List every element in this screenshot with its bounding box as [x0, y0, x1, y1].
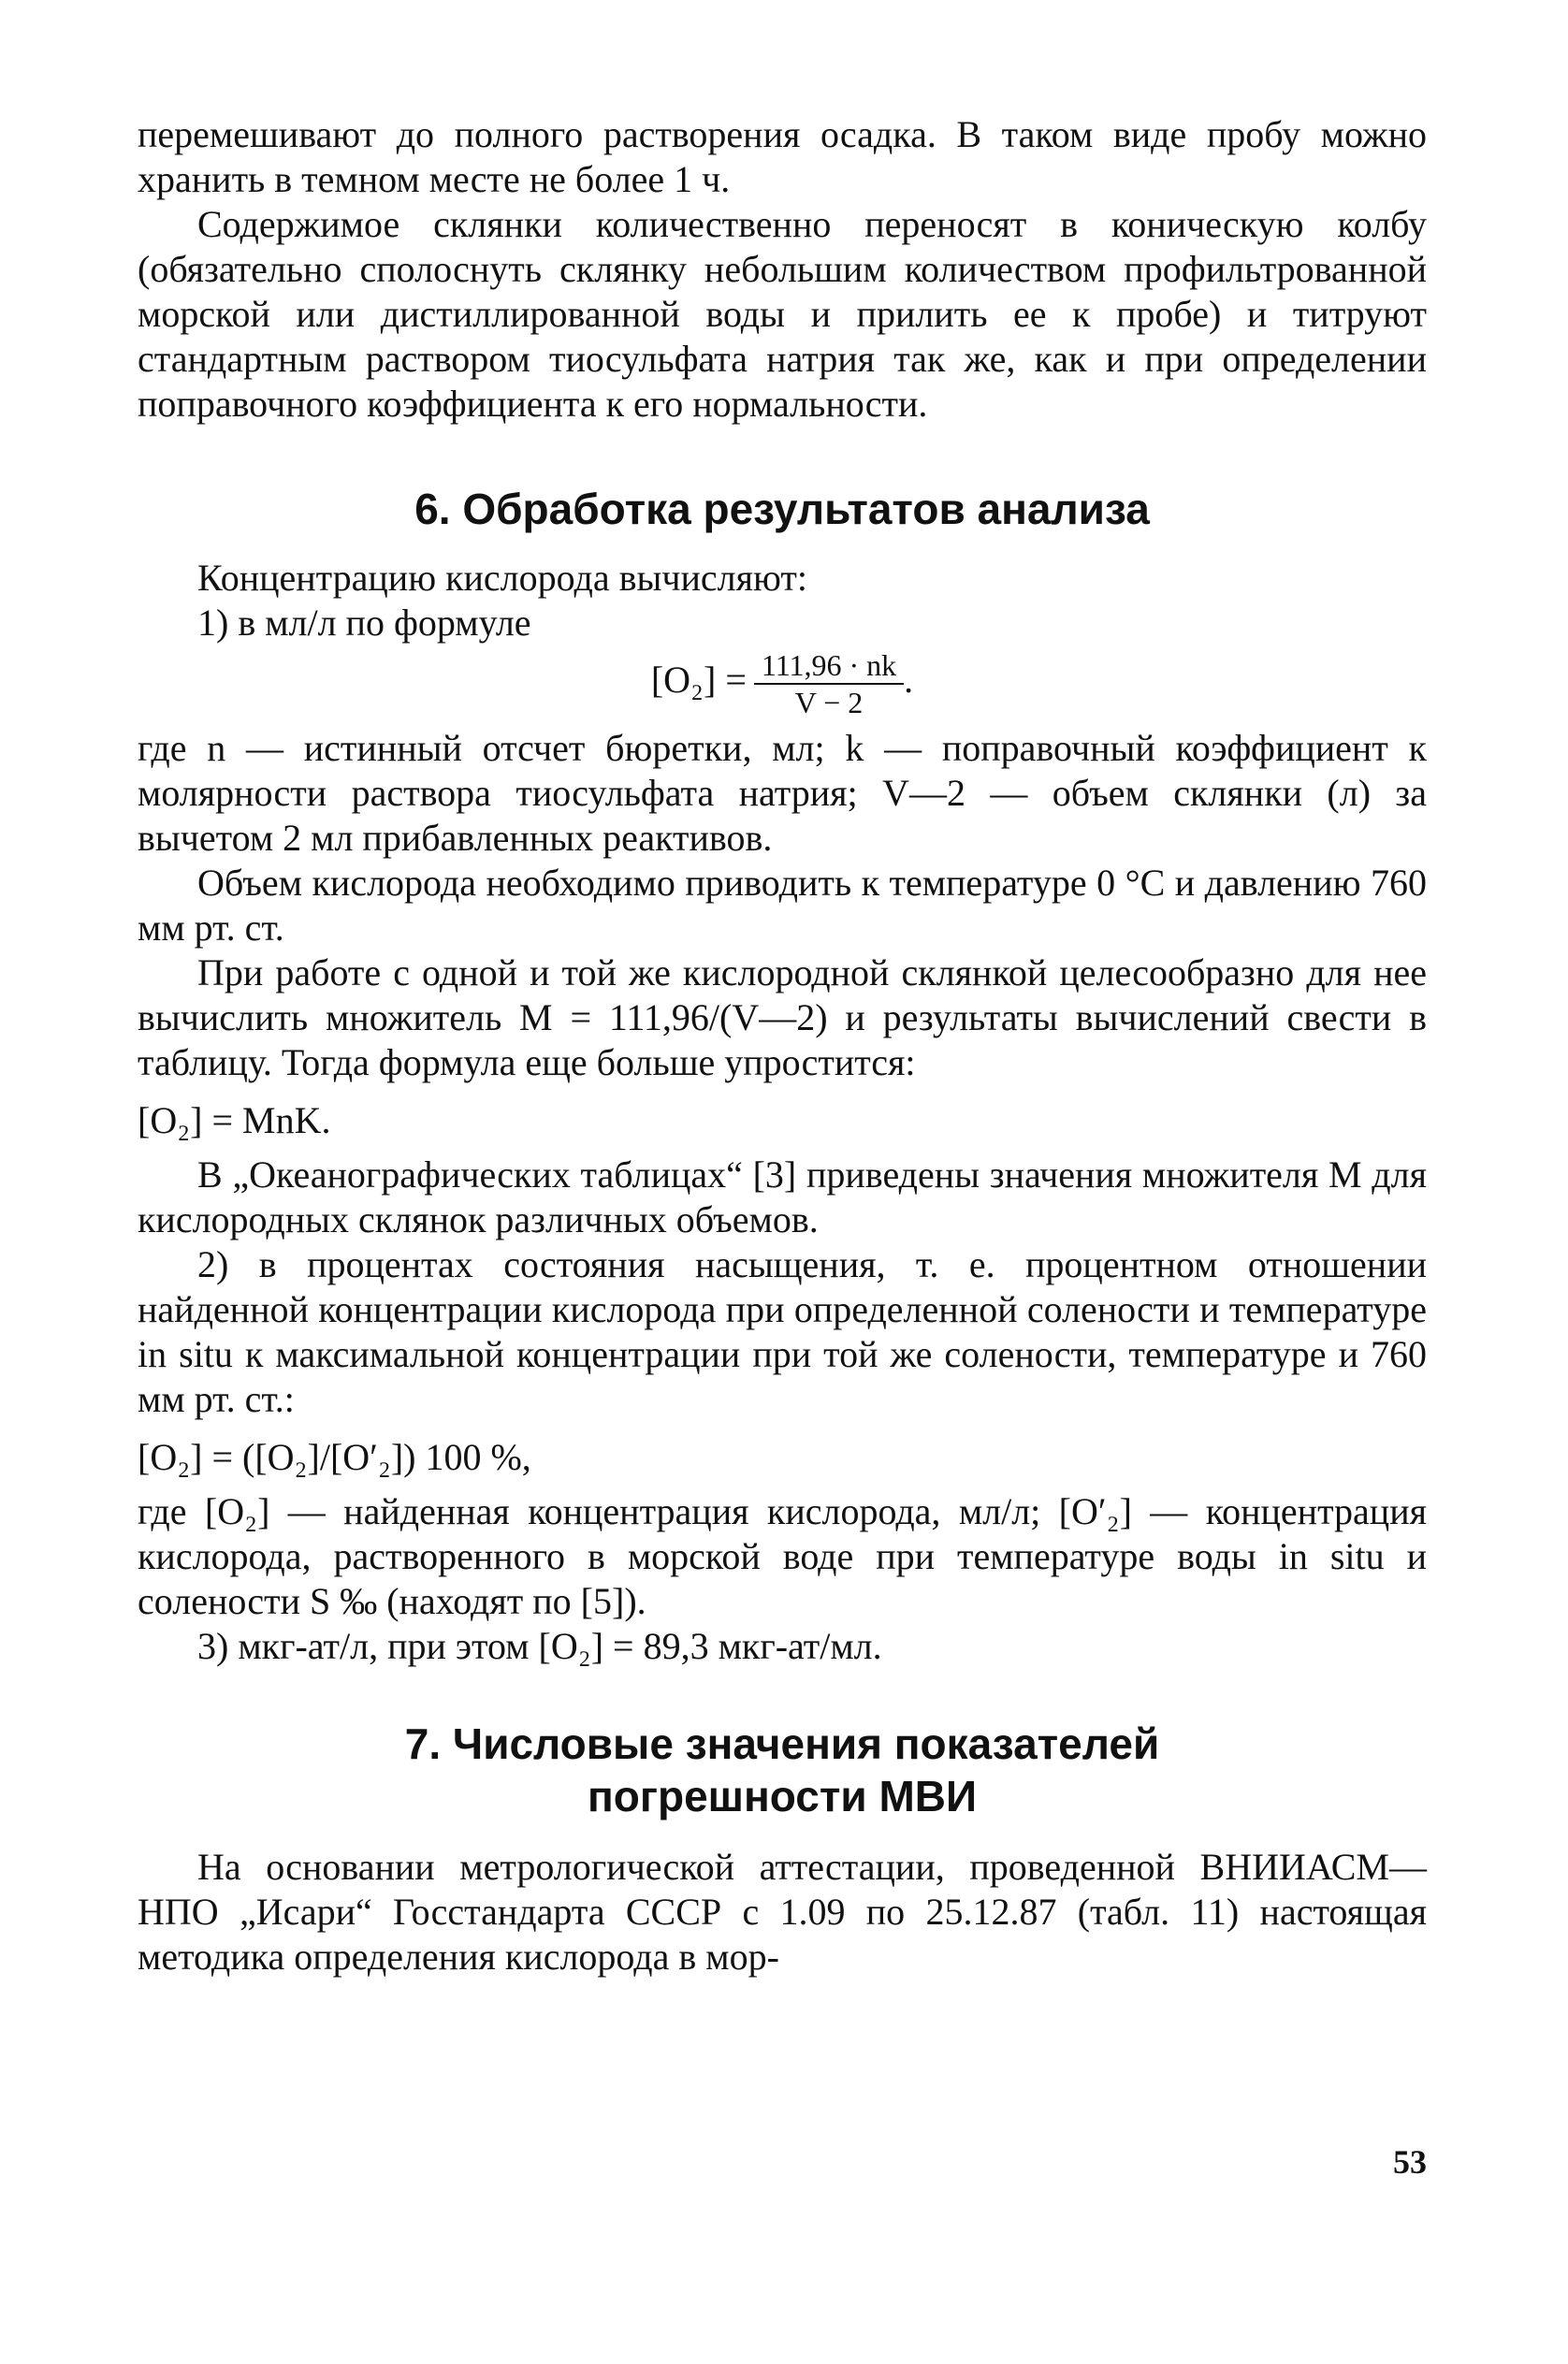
paragraph: При работе с одной и той же кислородной склянкой целесообразно для нее вычислить множитель M = 111,96/(V—2) и результаты вычислений свести в таблицу. Тогда формула еще больше упростится:: [138, 951, 1427, 1083]
page-content: [138, 112, 1427, 1980]
section-heading-7-line1: 7. Числовые значения показателей: [404, 1719, 1160, 1768]
paragraph: В „Океанографических таблицах“ [3] приведены значения множителя M для кислородных склянок различных объемов.: [138, 1153, 1427, 1240]
formula-lhs: [O₂] =: [650, 659, 747, 702]
paragraph: На основании метрологической аттестации, проведенной ВНИИАСМ—НПО „Исари“ Госстандарта СССР с 1.09 по 25.12.87 (табл. 11) настоящая методика определения кислорода в мор-: [138, 1846, 1427, 1978]
paragraph: 1) в мл/л по формуле: [197, 602, 531, 644]
formula-oxygen-ml: [138, 647, 1427, 720]
paragraph: где n — истинный отсчет бюретки, мл; k — поправочный коэффициент к молярности раствора тиосульфата натрия; V—2 — объем склянки (л) за вычетом 2 мл прибавленных реактивов.: [138, 727, 1427, 859]
paragraph: Концентрацию кислорода вычисляют:: [197, 557, 807, 599]
paragraph: 2) в процентах состояния насыщения, т. е. процентном отношении найденной концентрации кислорода при определенной солености и температуре in situ к максимальной концентрации при той же солености, температуре и 760 мм рт. ст.:: [138, 1243, 1427, 1420]
formula-saturation: [O₂] = ([O₂]/[O′₂]) 100 %,: [138, 1436, 531, 1478]
formula-denominator: V − 2: [794, 686, 864, 719]
section-heading-6: 6. Обработка результатов анализа: [414, 485, 1150, 533]
formula-fraction: [754, 647, 904, 720]
formula-numerator: 111,96 · nk: [754, 647, 904, 685]
page-number: 53: [1393, 2143, 1427, 2181]
formula-simplified: [O₂] = MnK.: [138, 1099, 331, 1141]
formula-tail: .: [904, 659, 914, 702]
paragraph: перемешивают до полного растворения осадка. В таком виде пробу можно хранить в темном месте не более 1 ч.: [138, 113, 1427, 200]
section-heading-7-line2: погрешности МВИ: [587, 1772, 978, 1820]
paragraph: Содержимое склянки количественно переносят в коническую колбу (обязательно сполоснуть склянку небольшим количеством профильтрованной морской или дистиллированной воды и прилить ее к пробе) и титруют стандартным раствором тиосульфата натрия так же, как и при определении поправочного коэффициента к его нормальности.: [138, 203, 1427, 425]
paragraph: 3) мкг-ат/л, при этом [O₂] = 89,3 мкг-ат/мл.: [197, 1625, 882, 1667]
paragraph: где [O₂] — найденная концентрация кислорода, мл/л; [O′₂] — концентрация кислорода, растворенного в морской воде при температуре воды in situ и солености S ‰ (находят по [5]).: [138, 1490, 1427, 1622]
paragraph: Объем кислорода необходимо приводить к температуре 0 °C и давлению 760 мм рт. ст.: [138, 862, 1427, 949]
